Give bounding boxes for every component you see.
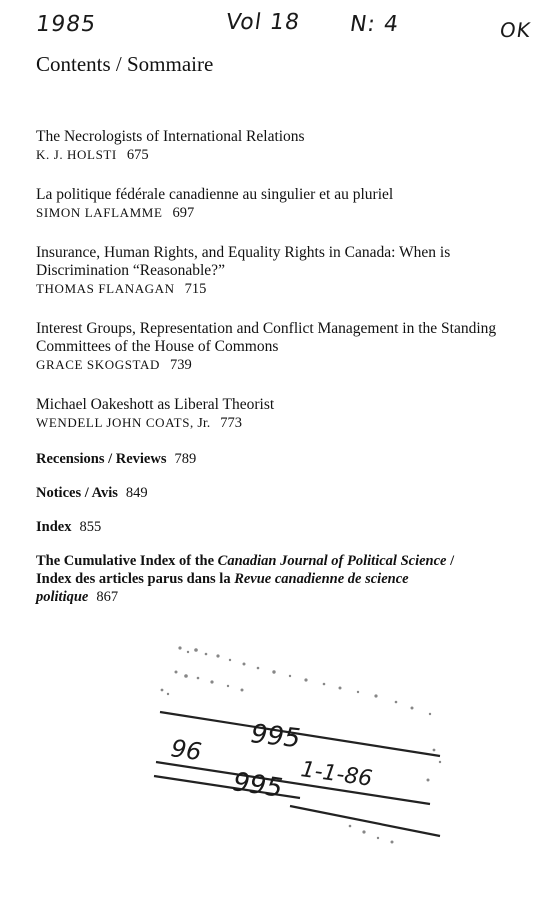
- article-title: The Necrologists of International Relations: [36, 128, 305, 145]
- reviews-entry: [36, 450, 506, 468]
- stamp-entry-4: 995: [231, 767, 285, 804]
- stamp-entry-1: 96: [169, 734, 204, 767]
- index-entry: [36, 518, 506, 536]
- article-page: 715: [184, 281, 207, 297]
- article-entry: [36, 320, 506, 375]
- article-page: 697: [172, 205, 195, 221]
- notices-page: 849: [125, 485, 148, 501]
- reviews-page: 789: [174, 451, 197, 467]
- article-title: La politique fédérale canadienne au singulier et au pluriel: [36, 186, 394, 203]
- article-byline: [36, 146, 506, 165]
- stamp-entry-2: 995: [249, 719, 302, 755]
- article-author: K. J. HOLSTI: [36, 147, 117, 162]
- article-entry: [36, 244, 506, 299]
- article-author-suffix: Jr.: [197, 416, 211, 431]
- cumulative-index-entry: [36, 552, 491, 606]
- cumulative-separator: /: [446, 553, 455, 569]
- handwritten-number: N: 4: [348, 12, 401, 37]
- article-list: [36, 128, 506, 454]
- handwritten-ok: OK: [498, 18, 533, 42]
- article-author: THOMAS FLANAGAN: [36, 281, 175, 296]
- article-title: Michael Oakeshott as Liberal Theorist: [36, 396, 275, 413]
- library-stamp: [140, 630, 460, 860]
- article-title: Insurance, Human Rights, and Equality Rights in Canada: When is Discrimination “Reasonable?”: [36, 244, 451, 279]
- index-page: 855: [79, 519, 102, 535]
- page-title: Contents / Sommaire: [36, 52, 214, 76]
- handwritten-volume: Vol 18: [224, 10, 302, 35]
- article-byline: [36, 280, 506, 299]
- article-entry: [36, 128, 506, 165]
- stamp-dots: [161, 646, 442, 843]
- cumulative-journal-en: Canadian Journal of Political Science: [217, 553, 447, 569]
- article-entry: [36, 396, 506, 433]
- cumulative-part1: The Cumulative Index of the: [36, 553, 215, 569]
- cumulative-part2: Index des articles parus dans la: [36, 571, 231, 587]
- article-byline: [36, 356, 506, 375]
- reviews-label: Recensions / Reviews: [36, 451, 167, 467]
- article-byline: [36, 204, 506, 223]
- article-author: GRACE SKOGSTAD: [36, 357, 161, 372]
- article-author: SIMON LAFLAMME: [36, 205, 163, 220]
- handwritten-year: 1985: [34, 12, 98, 37]
- article-page: 675: [126, 147, 149, 163]
- article-entry: [36, 186, 506, 223]
- cumulative-journal-fr: Revue canadienne de science politique: [36, 571, 409, 605]
- section-list: [36, 450, 506, 622]
- article-author: WENDELL JOHN COATS,: [36, 415, 194, 430]
- cumulative-page: 867: [96, 589, 119, 605]
- notices-entry: [36, 484, 506, 502]
- index-label: Index: [36, 519, 72, 535]
- article-page: 773: [220, 415, 242, 431]
- article-page: 739: [170, 357, 192, 373]
- notices-label: Notices / Avis: [36, 485, 118, 501]
- article-byline: [36, 414, 506, 433]
- article-title: Interest Groups, Representation and Conflict Management in the Standing Committees of the House of Commons: [36, 320, 497, 355]
- stamp-entry-3: 1-1-86: [299, 757, 374, 792]
